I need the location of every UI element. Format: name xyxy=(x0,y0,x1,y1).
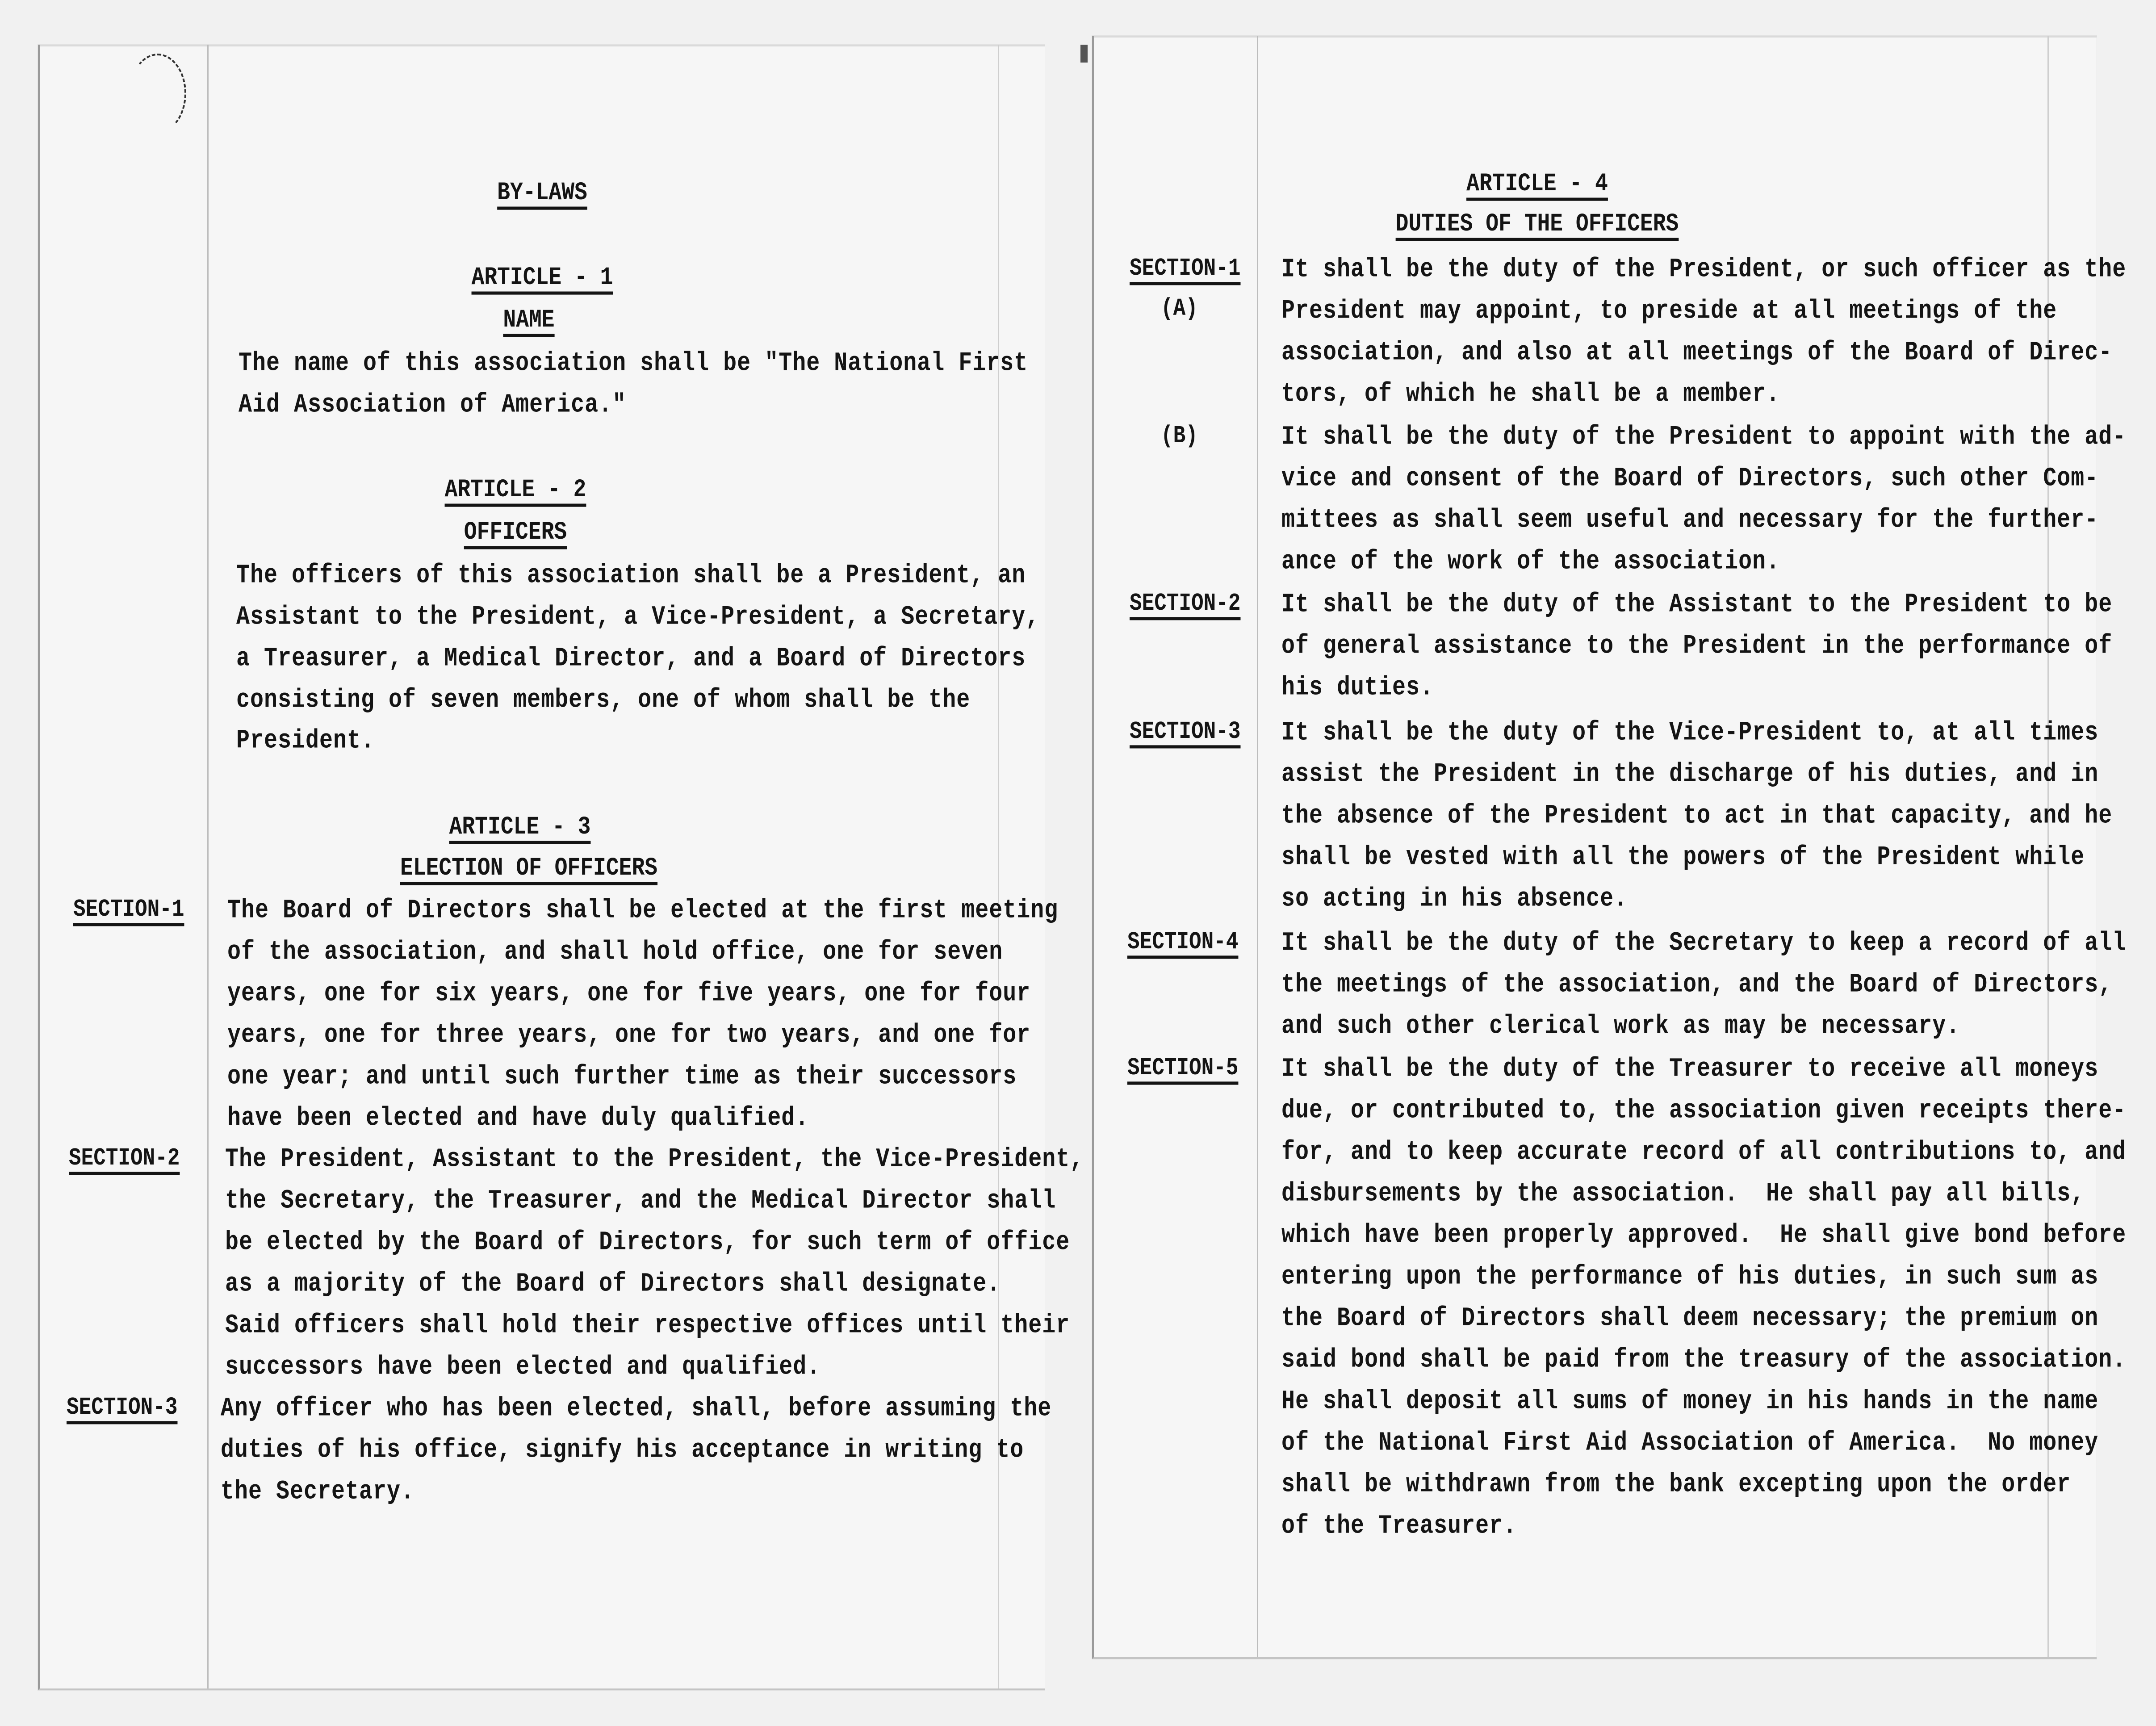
section-line: It shall be the duty of the President, or such officer as the xyxy=(1281,255,2127,285)
section-line: successors have been elected and qualified. xyxy=(225,1352,821,1382)
section-line: the Board of Directors shall deem necessary; the premium on xyxy=(1281,1303,2099,1334)
section-line: disbursements by the association. He shall pay all bills, xyxy=(1281,1179,2085,1209)
section-line: the meetings of the association, and the Board of Directors, xyxy=(1281,970,2113,1000)
section-line: It shall be the duty of the Secretary to keep a record of all xyxy=(1281,928,2127,959)
section-label: SECTION-2 xyxy=(1130,590,1241,617)
article-2-heading: ARTICLE - 2 xyxy=(444,476,586,504)
section-line: of the National First Aid Association of America. No money xyxy=(1281,1428,2099,1458)
section-line: years, one for three years, one for two years, and one for xyxy=(227,1020,1031,1051)
section-label: SECTION-3 xyxy=(67,1394,178,1421)
section-line: the Secretary, the Treasurer, and the Medical Director shall xyxy=(225,1186,1056,1216)
article-2-line: consisting of seven members, one of whom shall be the xyxy=(236,685,971,716)
article-4-subheading: DUTIES OF THE OFFICERS xyxy=(1395,210,1679,239)
section-line: It shall be the duty of the Treasurer to receive all moneys xyxy=(1281,1054,2099,1085)
section-line: one year; and until such further time as their successors xyxy=(227,1062,1017,1092)
section-line: Said officers shall hold their respective offices until their xyxy=(225,1311,1070,1341)
section-label: SECTION-1 xyxy=(73,896,184,923)
article-2-line: Assistant to the President, a Vice-President, a Secretary, xyxy=(236,602,1040,633)
section-line: and such other clerical work as may be necessary. xyxy=(1281,1011,1960,1042)
section-label: SECTION-3 xyxy=(1130,718,1241,746)
section-line: years, one for six years, one for five years, one for four xyxy=(227,979,1031,1009)
article-3-heading: ARTICLE - 3 xyxy=(449,813,591,842)
staple-mark xyxy=(1080,45,1088,63)
section-line: ance of the work of the association. xyxy=(1281,547,1780,577)
subsection-label: (B) xyxy=(1161,422,1198,450)
article-1-line: The name of this association shall be "The National First xyxy=(239,348,1028,379)
article-4-heading: ARTICLE - 4 xyxy=(1466,170,1608,198)
document-title: BY-LAWS xyxy=(497,179,587,207)
section-label: SECTION-2 xyxy=(69,1144,180,1172)
article-1-subheading: NAME xyxy=(503,306,555,335)
article-1-line: Aid Association of America." xyxy=(239,390,627,420)
section-line: so acting in his absence. xyxy=(1281,884,1628,914)
subsection-label: (A) xyxy=(1161,295,1198,323)
section-line: have been elected and have duly qualified. xyxy=(227,1103,809,1134)
section-line: for, and to keep accurate record of all contributions to, and xyxy=(1281,1137,2127,1168)
section-line: President may appoint, to preside at all meetings of the xyxy=(1281,296,2057,327)
section-line: of the association, and shall hold office, one for seven xyxy=(227,937,1003,968)
section-line: due, or contributed to, the association given receipts there- xyxy=(1281,1096,2127,1126)
section-line: It shall be the duty of the Vice-President to, at all times xyxy=(1281,718,2099,748)
section-line: He shall deposit all sums of money in his hands in the name xyxy=(1281,1387,2099,1417)
section-line: It shall be the duty of the President to appoint with the ad- xyxy=(1281,422,2127,452)
article-2-line: The officers of this association shall be a President, an xyxy=(236,561,1026,591)
section-line: of the Treasurer. xyxy=(1281,1511,1517,1542)
article-2-line: President. xyxy=(236,726,375,756)
section-line: vice and consent of the Board of Directors, such other Com- xyxy=(1281,464,2099,494)
section-line: Any officer who has been elected, shall, before assuming the xyxy=(221,1394,1052,1424)
section-line: the Secretary. xyxy=(221,1477,415,1507)
section-line: It shall be the duty of the Assistant to the President to be xyxy=(1281,590,2113,620)
article-2-line: a Treasurer, a Medical Director, and a Board of Directors xyxy=(236,644,1026,674)
section-line: be elected by the Board of Directors, for such term of office xyxy=(225,1227,1070,1258)
section-line: association, and also at all meetings of the Board of Direc- xyxy=(1281,338,2113,368)
article-3-subheading: ELECTION OF OFFICERS xyxy=(400,854,658,883)
section-line: tors, of which he shall be a member. xyxy=(1281,379,1780,410)
section-line: shall be withdrawn from the bank excepting upon the order xyxy=(1281,1470,2071,1500)
section-line: The President, Assistant to the President, the Vice-President, xyxy=(225,1144,1084,1175)
section-label: SECTION-4 xyxy=(1127,928,1239,956)
section-line: which have been properly approved. He shall give bond before xyxy=(1281,1220,2127,1251)
section-line: the absence of the President to act in that capacity, and he xyxy=(1281,801,2113,831)
punch-hole-mark xyxy=(129,54,186,133)
section-label: SECTION-1 xyxy=(1130,255,1241,282)
section-line: mittees as shall seem useful and necessary for the further- xyxy=(1281,505,2099,536)
section-line: The Board of Directors shall be elected at the first meeting xyxy=(227,896,1059,926)
section-label: SECTION-5 xyxy=(1127,1054,1239,1082)
section-line: duties of his office, signify his acceptance in writing to xyxy=(221,1435,1024,1466)
section-line: entering upon the performance of his duties, in such sum as xyxy=(1281,1262,2099,1292)
page-top-edge xyxy=(1094,36,2097,38)
section-line: as a majority of the Board of Directors shall designate. xyxy=(225,1269,1001,1299)
section-line: of general assistance to the President in the performance of xyxy=(1281,631,2113,662)
page-top-edge xyxy=(40,45,1045,46)
margin-rule xyxy=(1257,36,1258,1657)
left-page xyxy=(38,45,1084,1690)
section-line: said bond shall be paid from the treasury of the association. xyxy=(1281,1345,2127,1375)
article-1-heading: ARTICLE - 1 xyxy=(471,264,613,292)
article-2-subheading: OFFICERS xyxy=(464,518,567,547)
section-line: assist the President in the discharge of his duties, and in xyxy=(1281,759,2099,790)
right-page xyxy=(1092,36,2127,1659)
section-line: his duties. xyxy=(1281,673,1434,703)
section-line: shall be vested with all the powers of the President while xyxy=(1281,842,2085,873)
